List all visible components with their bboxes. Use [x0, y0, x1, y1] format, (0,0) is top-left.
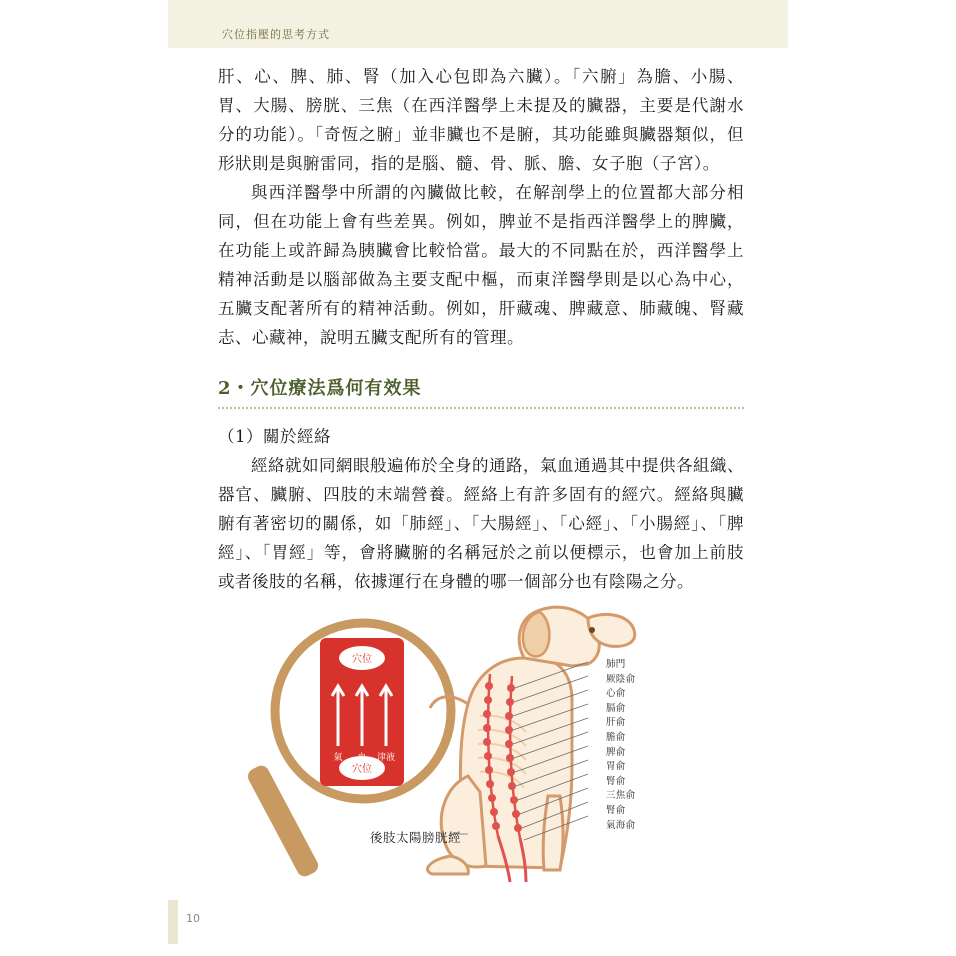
svg-text:穴位: 穴位	[352, 764, 372, 775]
acupoint-label: 氣海俞	[606, 819, 636, 831]
acupoint-label: 三焦俞	[606, 790, 636, 802]
acupoint-label: 心俞	[606, 688, 626, 700]
acupoint-label: 腎俞	[606, 775, 626, 787]
acupoint-label: 厥陰俞	[606, 673, 636, 685]
acupoint-label: 肝俞	[606, 717, 626, 729]
paragraph-2: 與西洋醫學中所謂的內臟做比較，在解剖學上的位置都大部分相同，但在功能上會有些差異。例如，脾並不是指西洋醫學上的脾臟，在功能上或許歸為胰臟會比較恰當。最大的不同點在於，西洋醫學上精神活動是以腦部做為主要支配中樞，而東洋醫學則是以心為中心，五臟支配著所有的精神活動。例如，肝藏魂、脾藏意、肺藏魄、腎藏志、心藏神，說明五臟支配所有的管理。	[218, 183, 744, 347]
acupoint-label: 肺門	[606, 659, 626, 670]
figure-caption: 後肢太陽膀胱經	[370, 830, 462, 845]
acupoint-label: 腎俞	[606, 804, 626, 816]
running-header-band	[168, 0, 788, 48]
figure-dog-meridian	[168, 596, 788, 906]
svg-text:血: 血	[357, 753, 367, 763]
subheading: （1）關於經絡	[218, 427, 331, 446]
paragraph-1: 肝、心、脾、肺、腎（加入心包即為六臟）。「六腑」為膽、小腸、胃、大腸、膀胱、三焦（在西洋醫學上未提及的臟器，主要是代謝水分的功能）。「奇恆之腑」並非臟也不是腑，其功能雖與臟器類似，但形狀則是與腑雷同，指的是腦、髓、骨、脈、膽、女子胞（子宮）。	[218, 67, 744, 173]
acupoint-label: 膽俞	[606, 731, 626, 743]
figure-illustration	[168, 596, 788, 906]
running-title: 穴位指壓的思考方式	[222, 28, 330, 41]
text-column	[218, 62, 744, 596]
svg-text:津液: 津液	[376, 753, 396, 763]
acupoint-label: 脾俞	[606, 746, 626, 758]
paragraph-3: 經絡就如同網眼般遍佈於全身的通路，氣血通過其中提供各組織、器官、臟腑、四肢的末端營養。經絡上有許多固有的經穴。經絡與臟腑有著密切的關係，如「肺經」、「大腸經」、「心經」、「小腸經」、「脾經」、「胃經」等，會將臟腑的名稱冠於之前以便標示，也會加上前肢或者後肢的名稱，依據運行在身體的哪一個部分也有陰陽之分。	[218, 456, 744, 591]
acupoint-label: 膈俞	[606, 702, 626, 714]
svg-text:氣: 氣	[333, 753, 343, 763]
svg-text:穴位: 穴位	[352, 654, 372, 665]
acupoint-label: 胃俞	[606, 761, 626, 773]
folio-strip	[168, 900, 178, 944]
acupoint-label-list	[606, 658, 686, 833]
page-number: 10	[186, 912, 200, 925]
section-heading: 2・穴位療法爲何有效果	[218, 374, 744, 409]
